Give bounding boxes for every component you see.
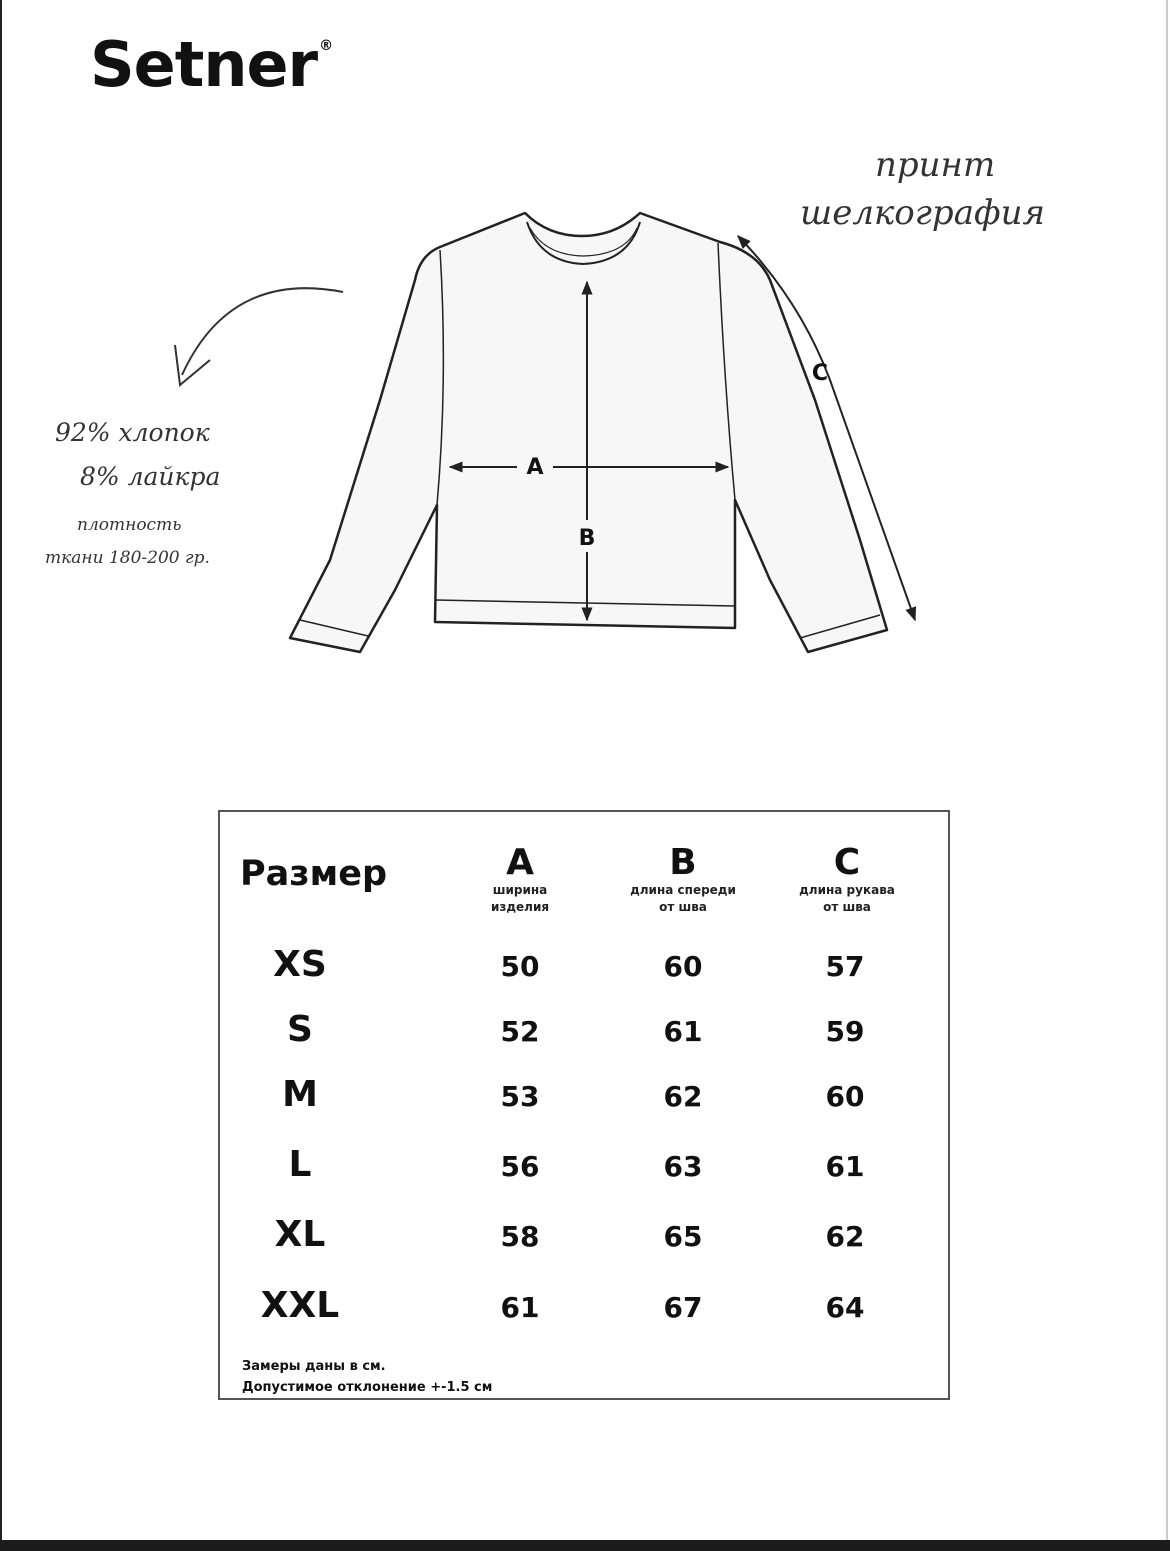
value-b: 65: [663, 1220, 703, 1253]
column-header-a: [460, 844, 580, 916]
value-a: 58: [500, 1220, 540, 1253]
column-c-letter: C: [833, 842, 861, 883]
material-note-density-2: ткани 180-200 гр.: [45, 548, 210, 568]
value-a: 56: [500, 1150, 540, 1183]
value-c: 57: [825, 950, 865, 983]
bottom-bar: [0, 1540, 1170, 1551]
column-a-desc-1: ширина: [492, 883, 548, 897]
sweatshirt-outline: [290, 213, 887, 652]
value-b: 67: [663, 1291, 703, 1324]
material-note-lycra: 8% лайкра: [80, 462, 221, 491]
material-note-cotton: 92% хлопок: [55, 418, 210, 447]
value-c: 62: [825, 1220, 865, 1253]
material-note-density-1: плотность: [77, 515, 182, 535]
value-c: 60: [825, 1080, 865, 1113]
print-note-line-2: шелкография: [800, 193, 1045, 233]
table-notes: [242, 1356, 492, 1398]
value-b: 62: [663, 1080, 703, 1113]
size-xxl: XXL: [260, 1285, 340, 1326]
value-a: 50: [500, 950, 540, 983]
size-s: S: [287, 1009, 313, 1050]
value-c: 59: [825, 1015, 865, 1048]
size-xs: XS: [273, 944, 327, 985]
size-column-header: Размер: [240, 854, 388, 894]
size-l: L: [288, 1144, 312, 1185]
value-a: 52: [500, 1015, 540, 1048]
column-b-desc-2: от шва: [659, 900, 707, 914]
dimension-c-label: C: [811, 361, 829, 386]
size-xl: XL: [274, 1214, 326, 1255]
dimension-b-label: B: [578, 526, 596, 551]
size-chart-table: [218, 810, 950, 1400]
column-b-letter: B: [669, 842, 697, 883]
value-a: 53: [500, 1080, 540, 1113]
print-note-line-1: принт: [875, 145, 996, 185]
value-a: 61: [500, 1291, 540, 1324]
column-header-b: [608, 844, 758, 916]
column-a-letter: A: [506, 842, 534, 883]
value-c: 61: [825, 1150, 865, 1183]
value-c: 64: [825, 1291, 865, 1324]
value-b: 60: [663, 950, 703, 983]
column-header-c: [772, 844, 922, 916]
note-units: Замеры даны в см.: [242, 1359, 386, 1374]
column-b-desc-1: длина спереди: [630, 883, 736, 897]
note-tolerance: Допустимое отклонение +-1.5 см: [242, 1380, 493, 1395]
column-c-desc-1: длина рукава: [799, 883, 895, 897]
registered-mark: ®: [319, 38, 333, 54]
column-c-desc-2: от шва: [823, 900, 871, 914]
size-m: M: [282, 1074, 318, 1115]
brand-name: Setner: [90, 28, 318, 101]
material-pointer-arrowhead: [175, 345, 210, 385]
column-a-desc-2: изделия: [490, 900, 550, 914]
value-b: 63: [663, 1150, 703, 1183]
dimension-a-label: A: [526, 455, 544, 480]
value-b: 61: [663, 1015, 703, 1048]
